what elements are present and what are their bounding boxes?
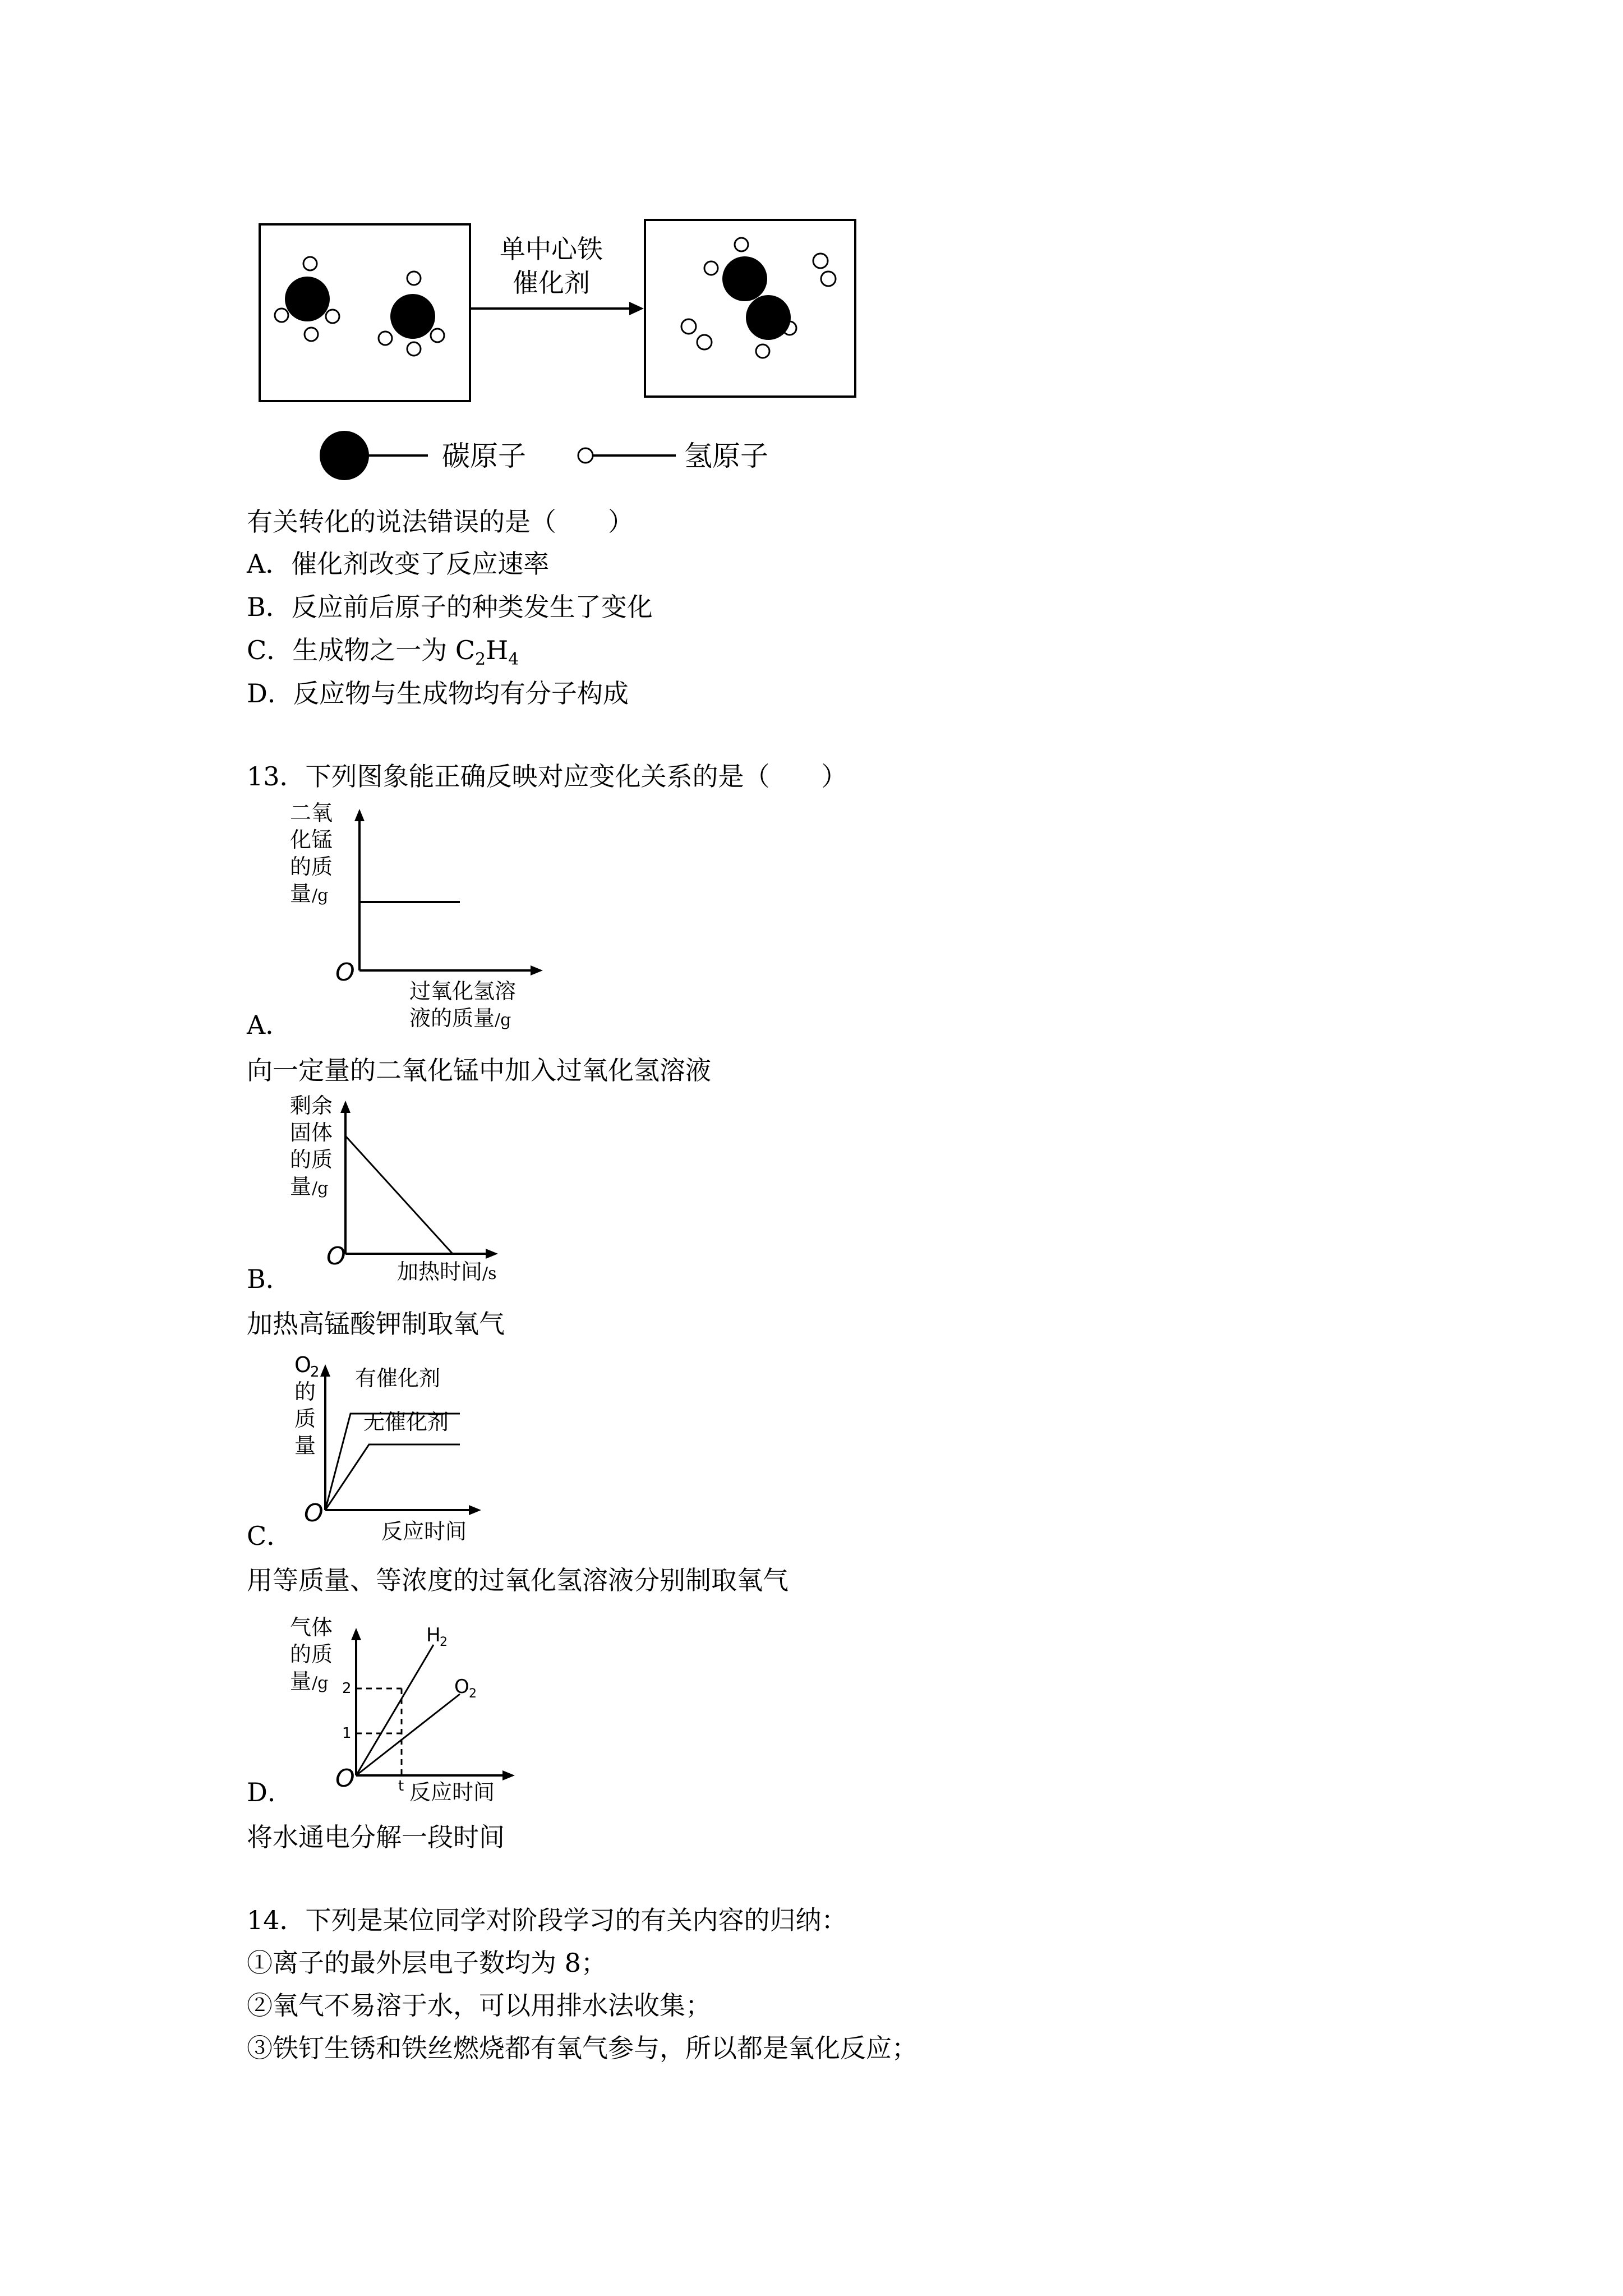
graph-d-caption: 将水通电分解一段时间 [247,1822,505,1852]
q14-item-3: ③铁钉生锈和铁丝燃烧都有氧气参与，所以都是氧化反应； [247,2033,917,2063]
svg-text:的质: 的质 [290,1147,333,1172]
svg-text:H: H [426,1624,441,1646]
svg-text:量: 量 [294,1433,316,1458]
svg-text:/g: /g [312,886,329,905]
graph-a-caption: 向一定量的二氧化锰中加入过氧化氢溶液 [247,1055,711,1085]
graph-c [269,1352,583,1548]
svg-text:的质: 的质 [290,1642,333,1667]
catalyst-label-2: 催化剂 [513,268,590,298]
graph-b [269,1094,583,1296]
q12-stem: 有关转化的说法错误的是（ ） [247,507,634,537]
methane-molecule-1 [275,257,339,341]
graph-a-letter: A． [247,1010,292,1040]
svg-text:反应时间: 反应时间 [381,1519,467,1544]
svg-text:量: 量 [290,1174,312,1199]
methane-molecule-2 [379,272,444,356]
svg-text:O: O [304,1499,324,1527]
svg-text:/s: /s [482,1264,497,1283]
legend [320,431,768,480]
graph-b-caption: 加热高锰酸钾制取氧气 [247,1309,505,1339]
graph-d-letter: D． [247,1777,293,1807]
svg-text:固体: 固体 [290,1120,333,1145]
q14-stem: 14．下列是某位同学对阶段学习的有关内容的归纳： [247,1905,847,1935]
reaction-diagram [0,0,1623,505]
hydrogen-molecule-2 [681,319,712,349]
svg-text:化锰: 化锰 [290,827,333,852]
graph-c-series-no-catalyst [325,1444,460,1510]
svg-text:加热时间: 加热时间 [397,1259,483,1284]
svg-text:O: O [294,1352,311,1377]
graph-d-series-h2 [356,1645,434,1775]
graph-c-caption: 用等质量、等浓度的过氧化氢溶液分别制取氧气 [247,1565,789,1595]
q12-option-a: A．催化剂改变了反应速率 [247,549,550,579]
ethylene-molecule [704,238,796,358]
svg-text:气体: 气体 [290,1616,333,1640]
svg-text:量: 量 [290,1669,312,1694]
catalyst-label-1: 单中心铁 [500,234,603,264]
q12-option-d: D．反应物与生成物均有分子构成 [247,678,629,708]
svg-text:量: 量 [290,881,312,906]
svg-text:无催化剂: 无催化剂 [363,1410,449,1434]
legend-hydrogen: 氢原子 [684,440,768,472]
svg-text:/g: /g [495,1010,511,1030]
svg-text:的质: 的质 [290,854,333,879]
legend-carbon: 碳原子 [442,440,526,472]
q13-stem: 13．下列图象能正确反映对应变化关系的是（ ） [247,761,847,792]
svg-text:2: 2 [342,1680,352,1697]
svg-text:液的质量: 液的质量 [409,1006,495,1030]
svg-text:反应时间: 反应时间 [409,1780,495,1805]
svg-text:O: O [454,1676,469,1698]
svg-text:t: t [398,1778,404,1795]
svg-text:剩余: 剩余 [290,1094,333,1118]
svg-text:的: 的 [294,1379,316,1404]
svg-text:2: 2 [310,1364,320,1381]
hydrogen-molecule-1 [813,254,836,286]
q12-option-c-text: C．生成物之一为 C [247,635,476,665]
svg-text:/g: /g [312,1179,329,1198]
q12-option-b: B．反应前后原子的种类发生了变化 [247,592,653,622]
svg-text:2: 2 [440,1635,448,1649]
svg-text:2: 2 [469,1687,477,1701]
graph-c-letter: C． [247,1521,293,1551]
graph-b-letter: B． [247,1264,292,1294]
q14-item-1: ①离子的最外层电子数均为 8； [247,1948,607,1978]
graph-b-series-line [345,1136,453,1254]
graph-a [269,802,583,1043]
svg-text:二氧: 二氧 [290,802,333,825]
svg-text:/g: /g [312,1673,329,1693]
q12-option-c: C．生成物之一为 $C_2H_4$ [247,635,519,670]
svg-text:1: 1 [342,1725,352,1742]
svg-text:O: O [335,1764,355,1793]
graph-d-series-o2 [356,1694,460,1775]
graph-d [269,1616,606,1818]
svg-text:O: O [326,1242,346,1271]
svg-text:质: 质 [294,1406,316,1431]
svg-text:O: O [335,958,355,987]
svg-text:过氧化氢溶: 过氧化氢溶 [409,979,517,1004]
svg-text:有催化剂: 有催化剂 [355,1366,441,1391]
q14-item-2: ②氧气不易溶于水，可以用排水法收集； [247,1990,711,2021]
